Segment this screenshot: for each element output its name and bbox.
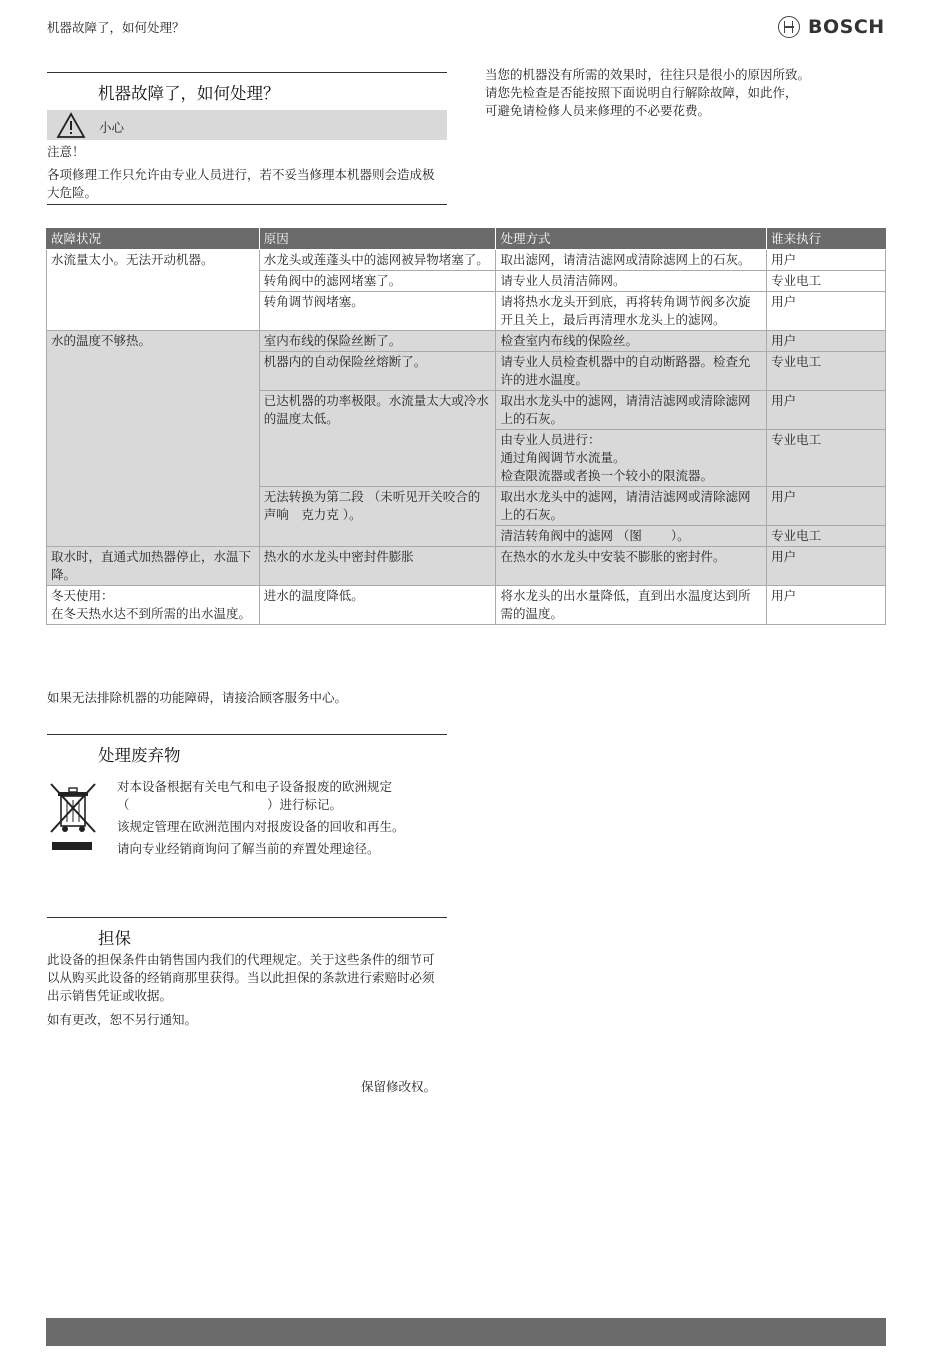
fault-cell: 取水时，直通式加热器停止，水温下降。	[47, 547, 260, 586]
section-rule	[47, 734, 447, 735]
header-who: 谁来执行	[767, 228, 886, 250]
table-row	[47, 547, 886, 586]
table-footnote: 如果无法排除机器的功能障碍，请接洽顾客服务中心。	[47, 690, 348, 705]
cause-cell: 已达机器的功率极限。水流量太大或冷水的温度太低。	[259, 391, 496, 487]
remedy-line: 检查限流器或者换一个较小的限流器。	[500, 468, 713, 483]
cause-cell: 无法转换为第二段 （未听见开关咬合的声响 克力克 ）。	[259, 487, 496, 547]
disposal-paragraph: 请向专业经销商询问了解当前的弃置处理途径。	[117, 841, 380, 856]
disposal-text	[117, 778, 468, 862]
table-row	[47, 250, 886, 271]
remedy-cell: 取出水龙头中的滤网，请清洁滤网或清除滤网上的石灰。	[496, 487, 767, 526]
cause-cell: 热水的水龙头中密封件膨胀	[259, 547, 496, 586]
brand-name: BOSCH	[808, 16, 885, 38]
disposal-heading: 处理废弃物	[98, 746, 181, 765]
bosch-logo	[778, 16, 885, 38]
who-cell: 用户	[767, 292, 886, 331]
remedy-cell: 取出滤网，请清洁滤网或清除滤网上的石灰。	[496, 250, 767, 271]
cause-cell: 室内布线的保险丝断了。	[259, 331, 496, 352]
who-cell: 用户	[767, 250, 886, 271]
table-row	[47, 586, 886, 625]
caution-label: 小心	[99, 120, 125, 135]
cause-cell: 转角调节阀堵塞。	[259, 292, 496, 331]
who-cell: 专业电工	[767, 352, 886, 391]
fault-cell: 水流量太小。无法开动机器。	[47, 250, 260, 331]
cause-cell: 进水的温度降低。	[259, 586, 496, 625]
warning-triangle-icon	[56, 112, 86, 139]
table-header-row	[47, 228, 886, 250]
who-cell: 用户	[767, 391, 886, 430]
intro-line: 请您先检查是否能按照下面说明自行解除故障，如此作，	[485, 85, 798, 100]
warranty-heading: 担保	[98, 929, 131, 948]
footer-bar	[46, 1318, 886, 1346]
troubleshooting-table	[46, 228, 886, 625]
notice-text: 各项修理工作只允许由专业人员进行，若不妥当修理本机器则会造成极大危险。	[47, 167, 435, 200]
disposal-paragraph: 对本设备根据有关电气和电子设备报废的欧洲规定 （ ）进行标记。	[117, 779, 468, 812]
fault-line: 在冬天热水达不到所需的出水温度。	[51, 606, 252, 621]
section-rule	[47, 72, 447, 73]
crossed-bin-icon	[49, 780, 99, 852]
notice-label: 注意！	[47, 144, 85, 159]
disposal-paragraph: 该规定管理在欧洲范围内对报废设备的回收和再生。	[117, 819, 405, 834]
cause-cell: 水龙头或莲蓬头中的滤网被异物堵塞了。	[259, 250, 496, 271]
remedy-cell: 请专业人员清洁筛网。	[496, 271, 767, 292]
who-cell: 专业电工	[767, 271, 886, 292]
fault-line: 冬天使用：	[51, 588, 114, 603]
remedy-cell: 取出水龙头中的滤网，请清洁滤网或清除滤网上的石灰。	[496, 391, 767, 430]
remedy-cell: 检查室内布线的保险丝。	[496, 331, 767, 352]
who-cell: 专业电工	[767, 430, 886, 487]
caution-bar	[47, 110, 447, 140]
who-cell: 专业电工	[767, 526, 886, 547]
cause-cell: 转角阀中的滤网堵塞了。	[259, 271, 496, 292]
remedy-cell: 请专业人员检查机器中的自动断路器。检查允许的进水温度。	[496, 352, 767, 391]
intro-line: 当您的机器没有所需的效果时，往往只是很小的原因所致。	[485, 67, 811, 82]
fault-cell	[47, 586, 260, 625]
remedy-line: 由专业人员进行：	[500, 432, 601, 447]
section-rule	[47, 917, 447, 918]
who-cell: 用户	[767, 547, 886, 586]
rights-reserved: 保留修改权。	[361, 1079, 437, 1094]
remedy-cell: 在热水的水龙头中安装不膨胀的密封件。	[496, 547, 767, 586]
intro-line: 可避免请检修人员来修理的不必要花费。	[485, 103, 711, 118]
who-cell: 用户	[767, 331, 886, 352]
weee-symbol	[49, 780, 99, 856]
warranty-note: 如有更改，恕不另行通知。	[47, 1012, 198, 1027]
header-cause: 原因	[259, 228, 496, 250]
header-fault: 故障状况	[47, 228, 260, 250]
remedy-line: 通过角阀调节水流量。	[500, 450, 626, 465]
intro-paragraph	[485, 66, 885, 120]
table-row	[47, 331, 886, 352]
section-rule	[47, 204, 447, 205]
remedy-cell: 清洁转角阀中的滤网 （图 ）。	[496, 526, 767, 547]
warranty-paragraph: 此设备的担保条件由销售国内我们的代理规定。关于这些条件的细节可以从购买此设备的经销商那里获得。当以此担保的条款进行索赔时必须出示销售凭证或收据。	[47, 952, 435, 1003]
remedy-cell: 请将热水龙头开到底，再将转角调节阀多次旋开且关上，最后再清理水龙头上的滤网。	[496, 292, 767, 331]
fault-section-heading: 机器故障了，如何处理？	[98, 84, 280, 103]
header-remedy: 处理方式	[496, 228, 767, 250]
cause-cell: 机器内的自动保险丝熔断了。	[259, 352, 496, 391]
running-title: 机器故障了，如何处理？	[47, 20, 185, 35]
fault-cell: 水的温度不够热。	[47, 331, 260, 547]
remedy-cell	[496, 430, 767, 487]
who-cell: 用户	[767, 487, 886, 526]
who-cell: 用户	[767, 586, 886, 625]
remedy-cell: 将水龙头的出水量降低，直到出水温度达到所需的温度。	[496, 586, 767, 625]
bosch-armature-icon	[778, 16, 800, 38]
